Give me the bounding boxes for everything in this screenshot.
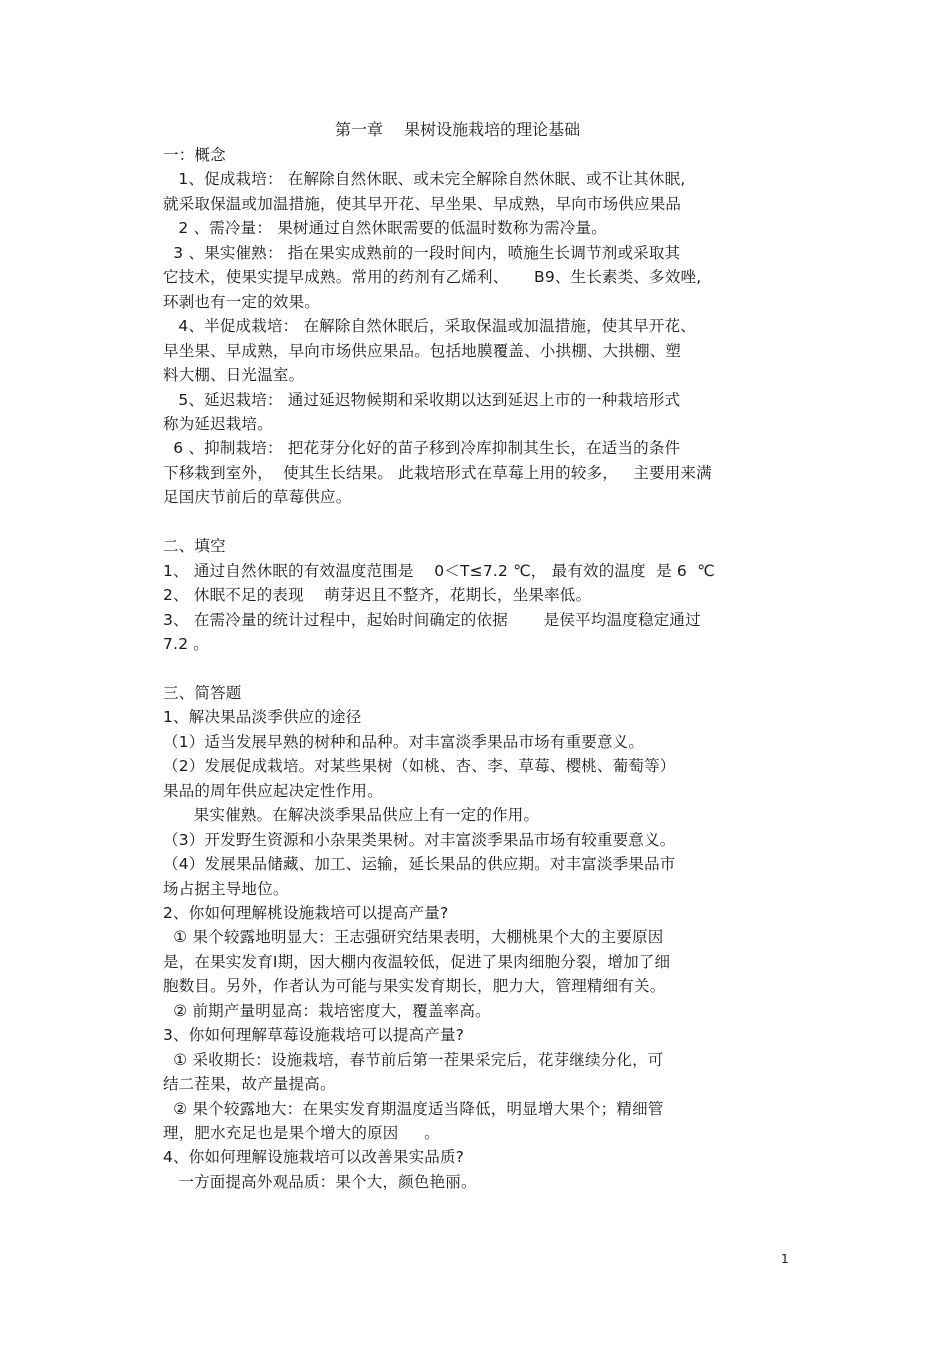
text-line: 下移栽到室外， 使其生长结果。 此栽培形式在草莓上用的较多， 主要用来满 [163,463,712,482]
text-line: 足国庆节前后的草莓供应。 [163,488,352,507]
text-line: 2、你如何理解桃设施栽培可以提高产量? [163,903,449,922]
text-line: 5、延迟栽培： 通过延迟物候期和采收期以达到延迟上市的一种栽培形式 [163,390,681,409]
text-line: 3、你如何理解草莓设施栽培可以提高产量? [163,1026,465,1045]
text-line: 2、 休眠不足的表现 萌芽迟且不整齐，花期长，坐果率低。 [163,586,592,605]
text-line: 1、解决果品淡季供应的途径 [163,708,362,727]
text-line: 2 、需冷量： 果树通过自然休眠需要的低温时数称为需冷量。 [163,219,607,238]
text-line: （4）发展果品储藏、加工、运输，延长果品的供应期。对丰富淡季果品市 [163,855,676,873]
text-line: 理，肥水充足也是果个增大的原因 。 [163,1124,440,1142]
text-line: 3 、果实催熟： 指在果实成熟前的一段时间内，喷施生长调节剂或采取其 [163,243,681,262]
text-line: 早坐果、早成熟，早向市场供应果品。包括地膜覆盖、小拱棚、大拱棚、塑 [163,341,682,360]
text-line: 料大棚、日光温室。 [163,366,305,384]
text-line: （3）开发野生资源和小杂果类果树。对丰富淡季果品市场有较重要意义。 [163,830,676,849]
text-line: 胞数目。另外，作者认为可能与果实发育期长，肥力大，管理精细有关。 [163,977,666,996]
text-line: 7.2 。 [163,635,210,653]
text-line: （1）适当发展早熟的树种和品种。对丰富淡季果品市场有重要意义。 [163,732,645,751]
text-line: 就采取保温或加温措施，使其早开花、早坐果、早成熟，早向市场供应果品 [163,194,682,213]
text-line: ① 采收期长：设施栽培，春节前后第一茬果采完后，花芽继续分化，可 [163,1050,664,1069]
text-line: ② 前期产量明显高：栽培密度大，覆盖率高。 [163,1001,491,1020]
text-line: 4、你如何理解设施栽培可以改善果实品质? [163,1148,465,1167]
text-line: ① 果个较露地明显大：王志强研究结果表明，大棚桃果个大的主要原因 [163,928,664,947]
page-number: 1 [781,1252,789,1266]
text-line: 6 、抑制栽培： 把花芽分化好的苗子移到冷库抑制其生长，在适当的条件 [163,439,681,458]
text-line: 一方面提高外观品质：果个大，颜色艳丽。 [163,1172,477,1191]
text-line: 4、半促成栽培： 在解除自然休眠后，采取保温或加温措施，使其早开花、 [163,317,696,336]
text-line: 称为延迟栽培。 [163,414,273,433]
text-line: 环剥也有一定的效果。 [163,292,321,311]
chapter-title: 第一章 果树设施栽培的理论基础 [335,120,581,139]
text-line: 它技术，使果实提早成熟。常用的药剂有乙烯利、 B9、生长素类、多效唑, [163,268,702,287]
text-line: （2）发展促成栽培。对某些果树（如桃、杏、李、草莓、樱桃、葡萄等） [163,757,676,776]
text-line: 是，在果实发育Ⅰ期，因大棚内夜温较低，促进了果肉细胞分裂，增加了细 [163,952,671,971]
text-line: 场占据主导地位。 [163,879,289,898]
text-line: ② 果个较露地大：在果实发育期温度适当降低，明显增大果个；精细管 [163,1099,664,1118]
text-line: 结二茬果，故产量提高。 [163,1075,336,1094]
text-line: 二、填空 [163,537,226,556]
text-line: 一：概念 [163,146,226,164]
text-line: 1、 通过自然休眠的有效温度范围是 0＜T≤7.2 ℃， 最有效的温度 是 6 ℃ [163,561,715,580]
text-line: 三、简答题 [163,683,242,702]
text-line: 果实催熟。在解决淡季果品供应上有一定的作用。 [163,806,540,825]
text-line: 1、促成栽培： 在解除自然休眠、或未完全解除自然休眠、或不让其休眠, [163,170,686,189]
text-line: 3、 在需冷量的统计过程中，起始时间确定的依据 是侯平均温度稳定通过 [163,610,701,629]
text-line: 果品的周年供应起决定性作用。 [163,781,383,800]
